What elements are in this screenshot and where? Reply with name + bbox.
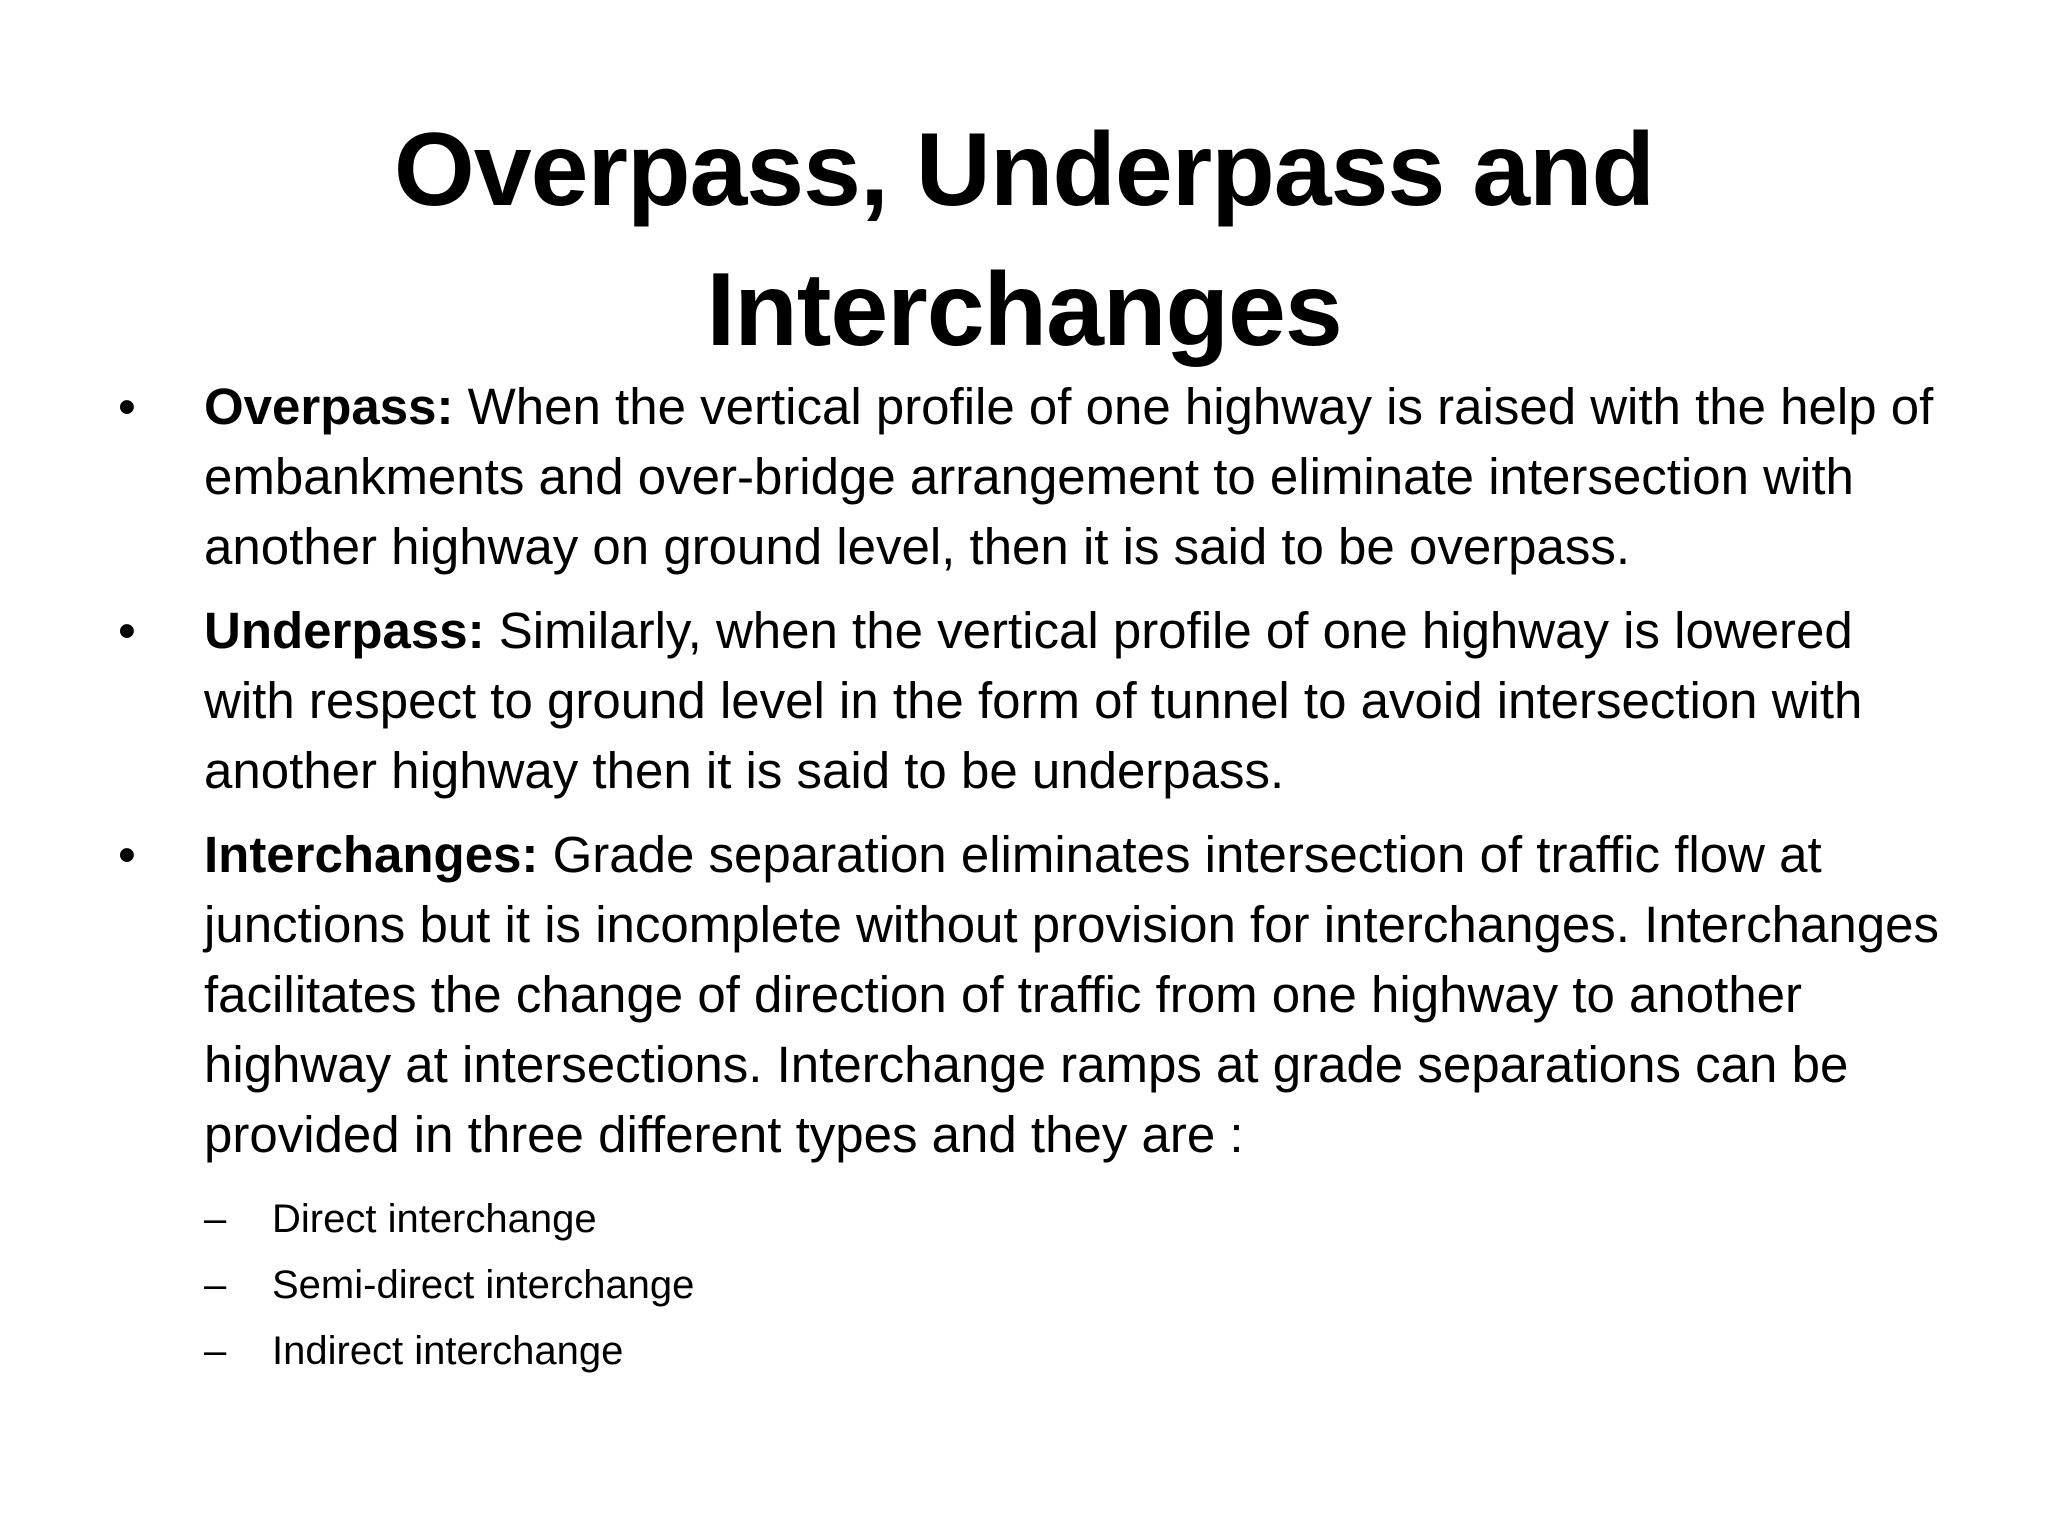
bullet-marker: • [118,378,136,435]
subbullet-marker: – [204,1197,227,1241]
subitem-label: Semi-direct interchange [272,1263,695,1307]
subitem-label: Direct interchange [272,1197,597,1241]
subbullet-marker: – [204,1329,227,1373]
bullet-marker: • [118,826,136,883]
title-line-2: Interchanges [706,252,1342,368]
list-item [204,1318,1948,1384]
list-item [204,1252,1948,1318]
list-item [204,1186,1948,1252]
bullet-overpass [118,372,1948,582]
bullet-interchanges [118,820,1948,1384]
title-line-1: Overpass, Underpass and [393,112,1655,228]
subbullet-marker: – [204,1263,227,1307]
bullet-term: Overpass: [204,378,454,435]
bullet-underpass [118,596,1948,806]
bullet-text: Similarly, when the vertical profile of one highway is lowered with respect to ground level in the form of tunnel to avoid intersection with another highway then it is said to be underpass. [204,602,1863,799]
bullet-text: Grade separation eliminates intersection of traffic flow at junctions but it is incomplete without provision for interchanges. Interchanges facilitates the change of direction of traffic from one highway to another highway at intersections. Interchange ramps at grade separations can be provided in three different types and they are : [204,826,1939,1163]
slide-body [118,372,1948,1398]
bullet-term: Interchanges: [204,826,539,883]
bullet-marker: • [118,602,136,659]
slide-title [200,100,1848,380]
bullet-text: When the vertical profile of one highway is raised with the help of embankments and over-bridge arrangement to eliminate intersection with another highway on ground level, then it is said to be overpass. [204,378,1934,575]
interchange-types-list [204,1186,1948,1384]
subitem-label: Indirect interchange [272,1329,624,1373]
bullet-term: Underpass: [204,602,485,659]
